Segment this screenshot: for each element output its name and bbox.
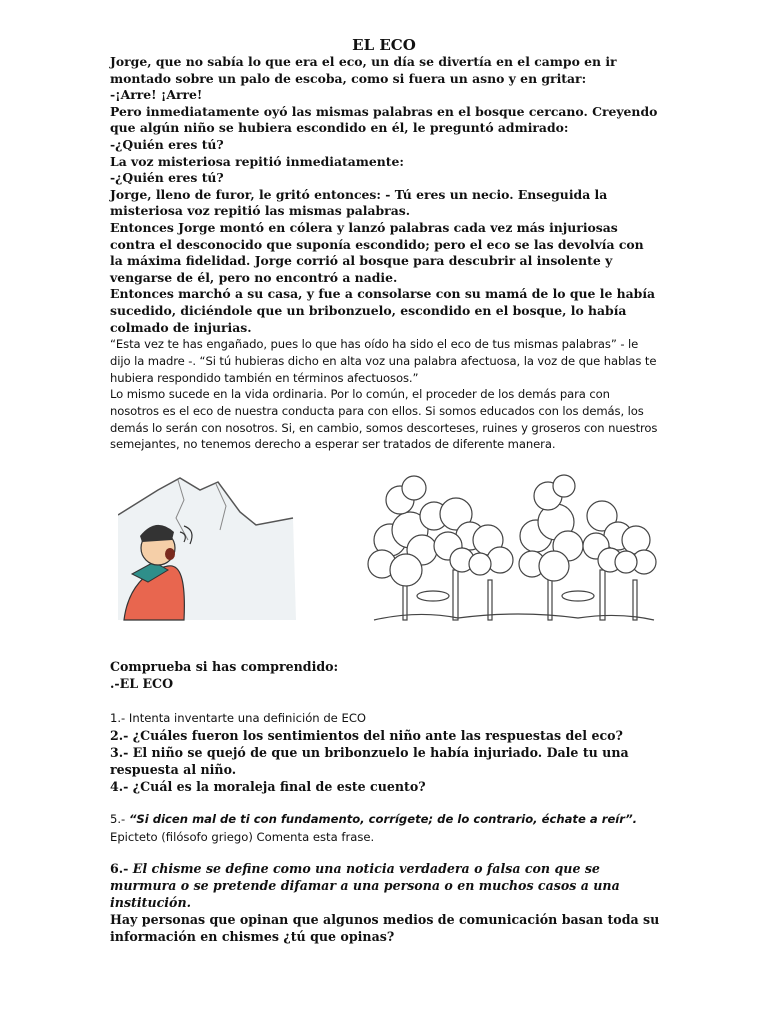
- questions-heading: Comprueba si has comprendido:: [110, 659, 339, 674]
- story-paragraph: La voz misteriosa repitió inmediatamente:: [110, 153, 404, 169]
- story-paragraph: Jorge, lleno de furor, le gritó entonces: - Tú eres un necio. Enseguida la misteriosa voz repitió las mismas palabras.: [110, 186, 608, 219]
- question-2: 2.- ¿Cuáles fueron los sentimientos del niño ante las respuestas del eco?: [110, 728, 623, 743]
- illustrations: [118, 470, 658, 630]
- questions-subheading: .-EL ECO: [110, 676, 174, 691]
- question-6-text: Hay personas que opinan que algunos medios de comunicación basan toda su información en chismes ¿tú que opinas?: [110, 912, 660, 944]
- boy-shouting-illustration: [118, 478, 296, 620]
- question-3: 3.- El niño se quejó de que un bribonzuelo le había injuriado. Dale tu una respuesta al niño.: [110, 745, 629, 777]
- document-title: EL ECO: [352, 36, 416, 54]
- mother-quote-paragraph: “Esta vez te has engañado, pues lo que has oído ha sido el eco de tus mismas palabras” - le dijo la madre -. “Si tú hubieras dicho en alta voz una palabra afectuosa, la voz de que hablas te hubiera respondido también en términos afectuosos.”: [110, 337, 657, 385]
- story-paragraph: Entonces Jorge montó en cólera y lanzó palabras cada vez más injuriosas contra el desconocido que suponía escondido; pero el eco se las devolvía con la máxima fidelidad. Jorge corrió al bosque para descubrir al insolente y vengarse de él, pero no encontró a nadie.: [110, 219, 644, 285]
- question-5-text: Epicteto (filósofo griego) Comenta esta frase.: [110, 830, 375, 844]
- question-4: 4.- ¿Cuál es la moraleja final de este cuento?: [110, 779, 426, 794]
- question-6-number: 6.-: [110, 861, 133, 876]
- story-paragraph: -¡Arre! ¡Arre!: [110, 87, 203, 103]
- forest-illustration: [368, 475, 656, 620]
- questions-heading-block: [110, 658, 670, 692]
- story-paragraph: Entonces marchó a su casa, y fue a consolarse con su mamá de lo que le había sucedido, diciéndole que un bribonzuelo, escondido en el bosque, lo había colmado de injurias.: [110, 286, 656, 335]
- question-5-number: 5.-: [110, 812, 129, 826]
- question-1: 1.- Intenta inventarte una definición de ECO: [110, 711, 367, 725]
- question-5: [110, 810, 670, 846]
- story-paragraph: -¿Quién eres tú?: [110, 136, 224, 152]
- question-6: [110, 860, 670, 945]
- question-list: [110, 710, 670, 795]
- story-paragraph: Pero inmediatamente oyó las mismas palabras en el bosque cercano. Creyendo que algún niño se hubiera escondido en él, le preguntó admirado:: [110, 103, 658, 136]
- story-paragraph: -¿Quién eres tú?: [110, 170, 224, 186]
- moral-paragraph: Lo mismo sucede en la vida ordinaria. Por lo común, el proceder de los demás para con nosotros es el eco de nuestra conducta para con ellos. Si somos educados con los demás, los demás lo serán con nosotros. Si, en cambio, somos descorteses, ruines y groseros con nuestros semejantes, no tenemos derecho a esperar ser tratados de diferente manera.: [110, 387, 658, 452]
- story-paragraph: Jorge, que no sabía lo que era el eco, un día se divertía en el campo en ir montado sobre un palo de escoba, como si fuera un asno y en gritar:: [110, 54, 617, 86]
- story-text: [110, 54, 660, 453]
- question-5-quote: “Si dicen mal de ti con fundamento, corrígete; de lo contrario, échate a reír”.: [128, 812, 638, 826]
- question-6-definition: El chisme se define como una noticia verdadera o falsa con que se murmura o se pretende difamar a una persona o en muchos casos a una institución.: [110, 861, 620, 910]
